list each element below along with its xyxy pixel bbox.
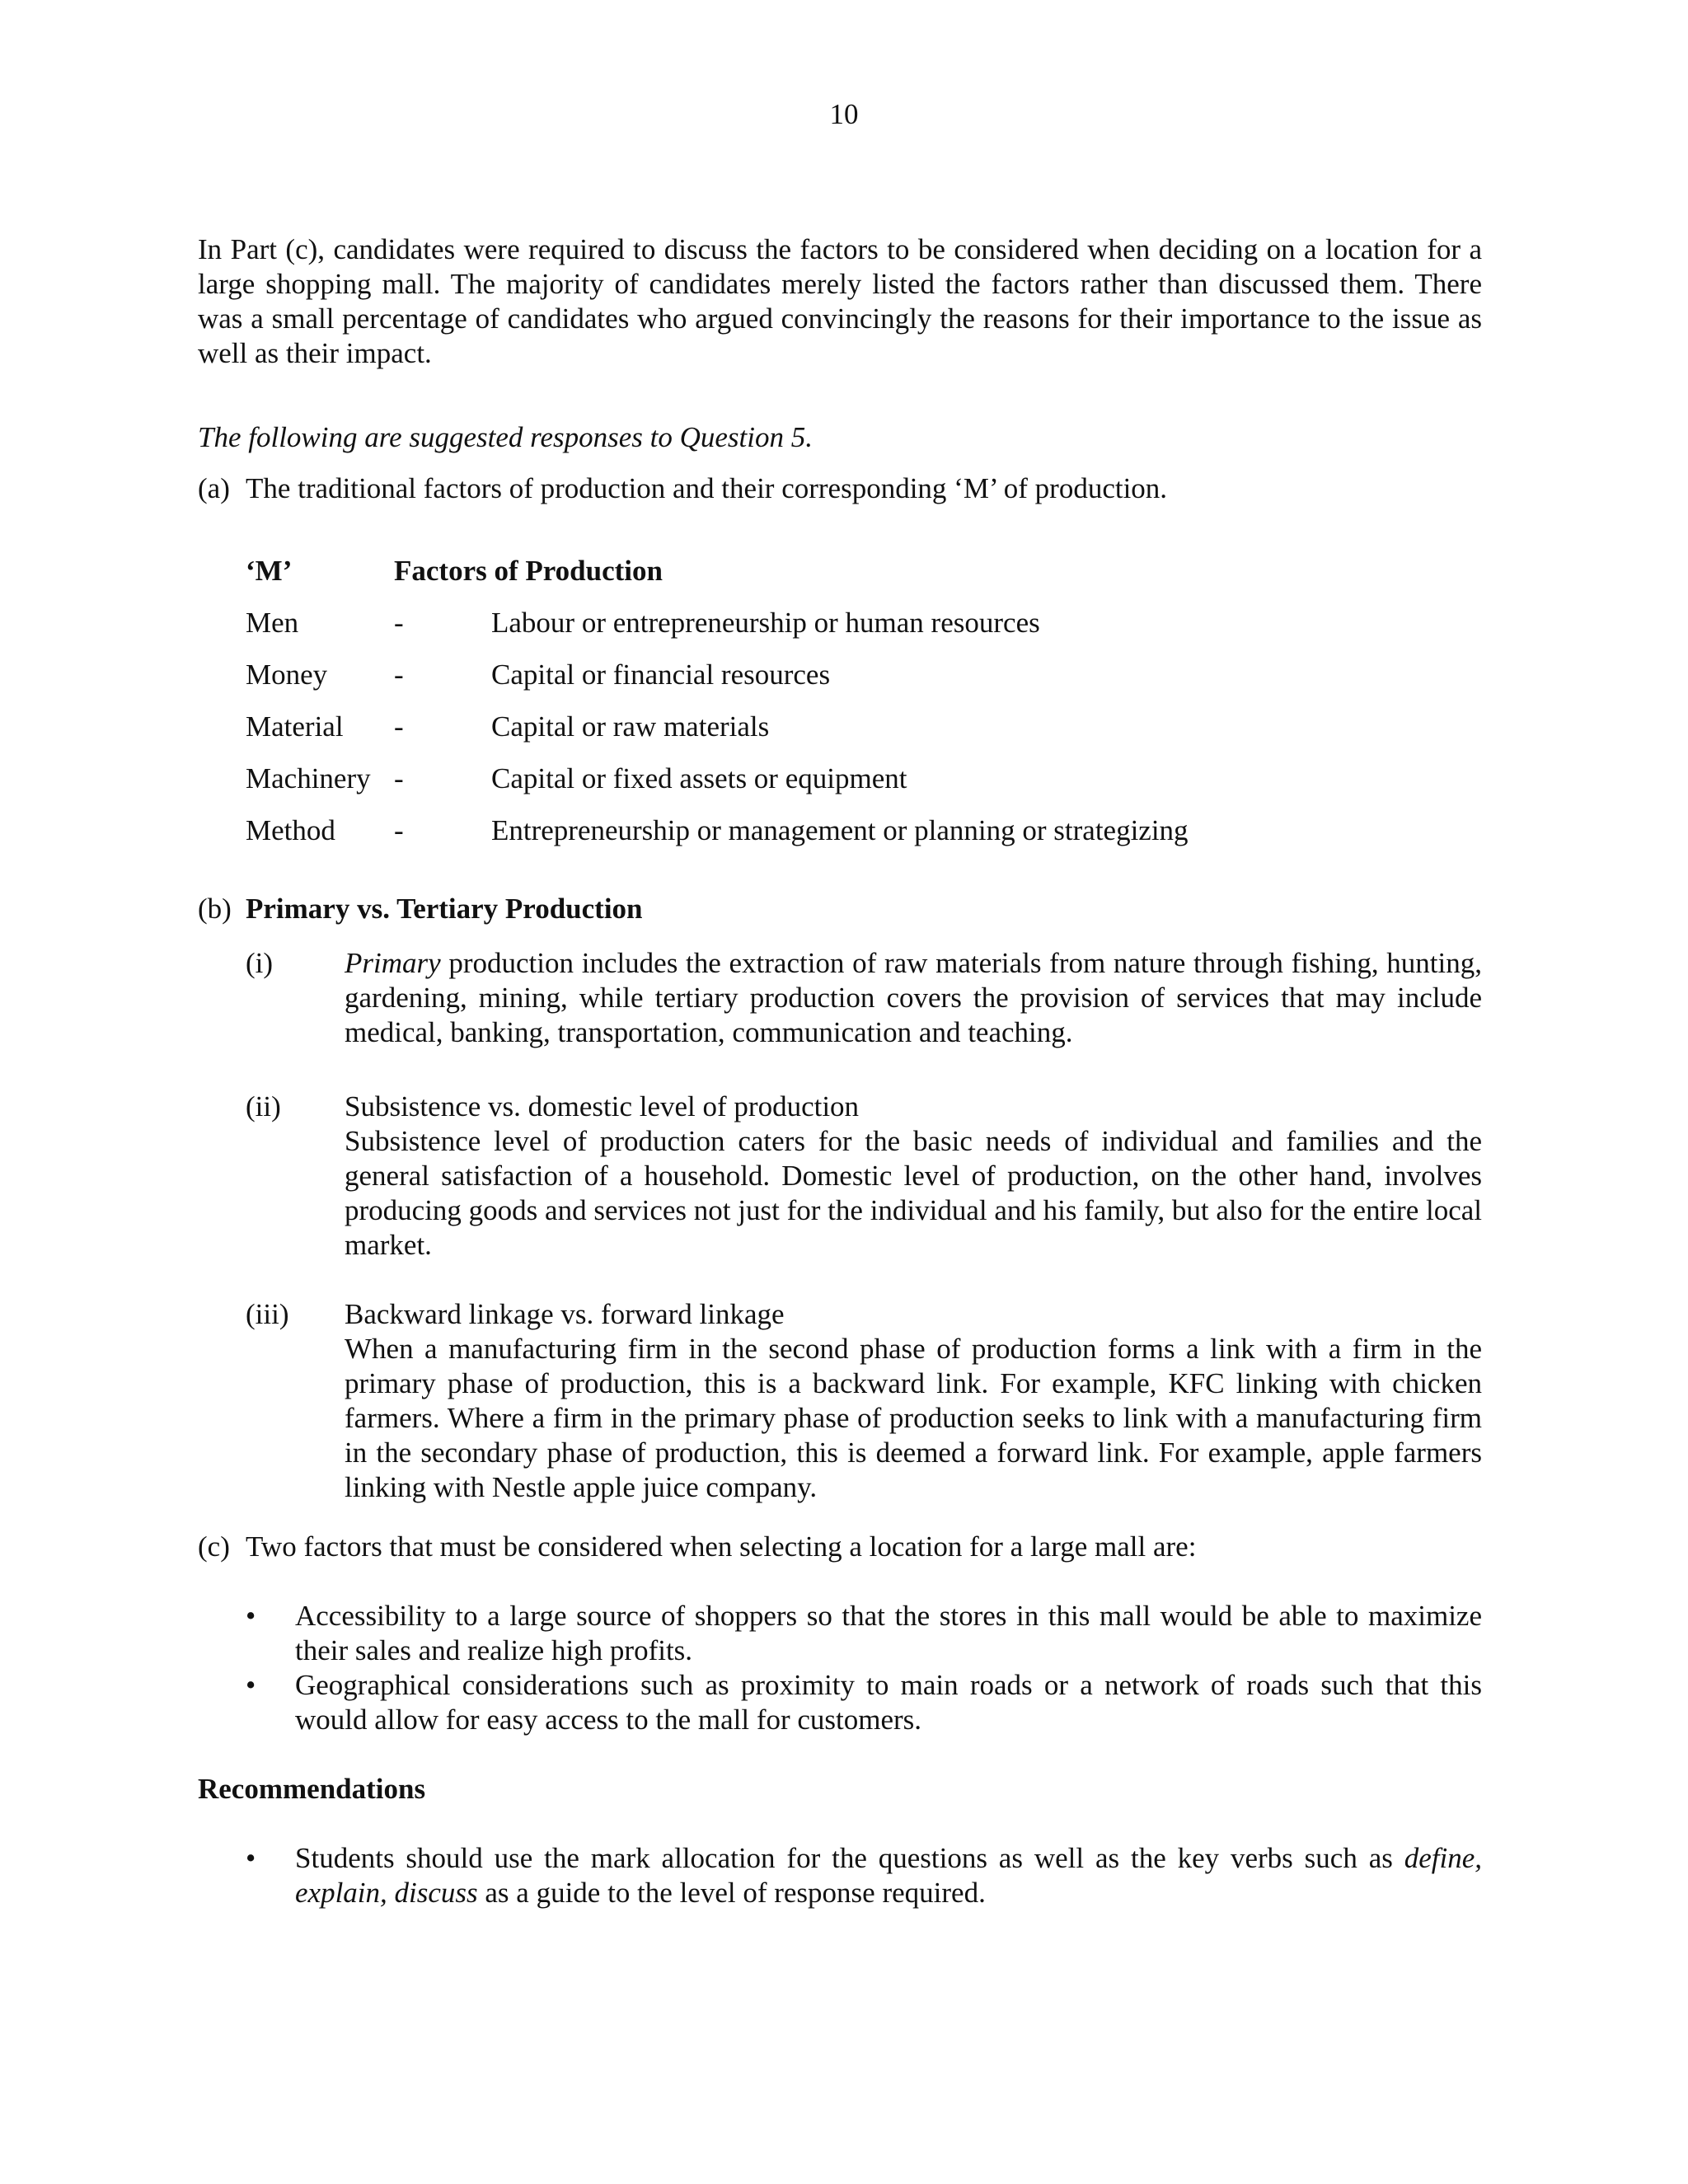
part-b-item-ii-text	[345, 1090, 1482, 1263]
part-b-title: Primary vs. Tertiary Production	[246, 893, 643, 925]
part-b-item-iii-num: (iii)	[246, 1298, 289, 1330]
recommendation-after: as a guide to the level of response required.	[477, 1877, 986, 1909]
intro-paragraph: In Part (c), candidates were required to discuss the factors to be considered when deciding on a location for a large shopping mall. The majority of candidates merely listed the factors rather than discussed them. There was a small percentage of candidates who argued convincingly the reasons for their importance to the issue as well as their impact.	[198, 233, 1482, 369]
primary-description: production includes the extraction of raw materials from nature through fishing, hunting, gardening, mining, while tertiary production covers the provision of services that may include medical, banking, transportation, communication and teaching.	[345, 947, 1482, 1048]
header-factor: Factors of Production	[394, 555, 663, 587]
part-a-text: The traditional factors of production and their corresponding ‘M’ of production.	[246, 472, 1168, 504]
part-c-label: (c)	[198, 1530, 230, 1563]
item-ii-subtitle: Subsistence vs. domestic level of production	[345, 1090, 860, 1122]
part-b-item-i-text	[345, 946, 1482, 1050]
row-factor: Labour or entrepreneurship or human resources	[491, 607, 1040, 639]
row-m: Machinery	[246, 762, 371, 794]
recommendation-item	[295, 1841, 1482, 1910]
row-m: Money	[246, 658, 328, 691]
row-factor: Capital or financial resources	[491, 658, 831, 691]
row-dash: -	[394, 814, 404, 846]
bullet-icon: •	[246, 1842, 256, 1874]
part-a-label: (a)	[198, 472, 230, 504]
row-dash: -	[394, 710, 404, 743]
part-b-item-ii-num: (ii)	[246, 1090, 281, 1122]
row-dash: -	[394, 658, 404, 691]
key-verbs: define, explain, discuss	[295, 1842, 1482, 1909]
row-dash: -	[394, 607, 404, 639]
primary-term: Primary	[345, 947, 441, 979]
page-number: 10	[829, 98, 859, 130]
part-c-bullet-2: Geographical considerations such as proximity to main roads or a network of roads such that this would allow for easy access to the mall for customers.	[295, 1669, 1482, 1736]
recommendation-before: Students should use the mark allocation for the questions as well as the key verbs such as	[295, 1842, 1404, 1874]
row-dash: -	[394, 762, 404, 794]
bullet-icon: •	[246, 1600, 256, 1632]
recommendations-title: Recommendations	[198, 1773, 426, 1805]
item-iii-subtitle: Backward linkage vs. forward linkage	[345, 1298, 785, 1330]
row-factor: Entrepreneurship or management or planning or strategizing	[491, 814, 1189, 846]
part-b-item-i-num: (i)	[246, 947, 274, 979]
item-ii-body: Subsistence level of production caters for the basic needs of individual and families and the general satisfaction of a household. Domestic level of production, on the other hand, involves producing goods and services not just for the individual and his family, but also for the entire local market.	[345, 1125, 1482, 1261]
row-m: Method	[246, 814, 335, 846]
item-iii-body: When a manufacturing firm in the second phase of production forms a link with a firm in the primary phase of production, this is a backward link. For example, KFC linking with chicken farmers. Where a firm in the primary phase of production seeks to link with a manufacturing firm in the secondary phase of production, this is deemed a forward link. For example, apple farmers linking with Nestle apple juice company.	[345, 1333, 1482, 1503]
part-c-text: Two factors that must be considered when selecting a location for a large mall are:	[246, 1530, 1197, 1563]
row-factor: Capital or fixed assets or equipment	[491, 762, 907, 794]
row-m: Material	[246, 710, 344, 743]
header-m: ‘M’	[246, 555, 293, 587]
row-m: Men	[246, 607, 299, 639]
part-c-bullet-1: Accessibility to a large source of shoppers so that the stores in this mall would be able to maximize their sales and realize high profits.	[295, 1600, 1482, 1666]
bullet-icon: •	[246, 1669, 256, 1701]
part-b-item-iii-text	[345, 1297, 1482, 1505]
part-b-label: (b)	[198, 893, 232, 925]
suggested-responses-heading: The following are suggested responses to Question 5.	[198, 421, 813, 453]
row-factor: Capital or raw materials	[491, 710, 770, 743]
